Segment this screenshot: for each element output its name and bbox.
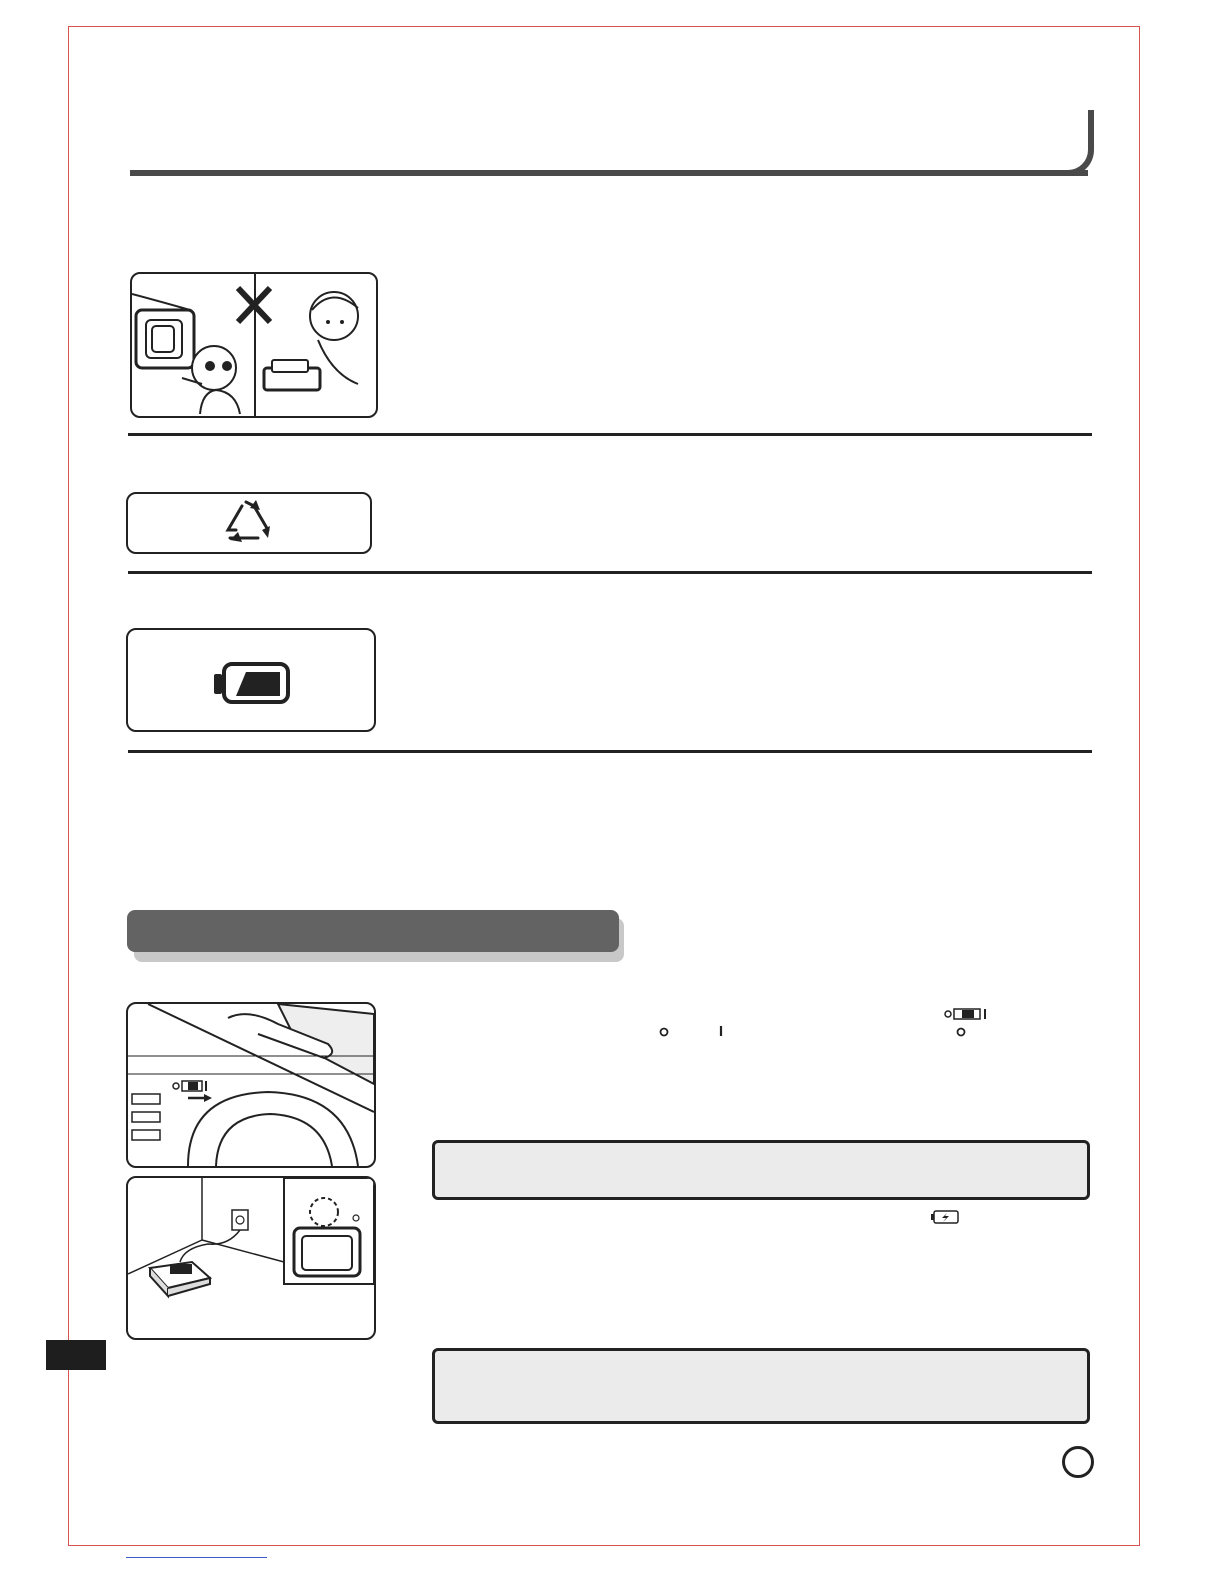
side-tab bbox=[46, 1340, 106, 1370]
charging-drawing bbox=[128, 1178, 374, 1338]
battery-charging-icon bbox=[930, 1209, 960, 1225]
page-number-circle bbox=[1062, 1446, 1094, 1478]
robot-switch-drawing bbox=[128, 1004, 374, 1166]
bar-icon bbox=[717, 1025, 725, 1037]
battery-full-icon bbox=[128, 630, 374, 730]
charging-illustration bbox=[126, 1176, 376, 1340]
power-switch-icon bbox=[942, 1007, 990, 1021]
section-header-bar bbox=[127, 910, 619, 952]
footer-link-underline[interactable] bbox=[126, 1557, 267, 1558]
wall-socket-icon bbox=[232, 1210, 248, 1230]
power-switch-icon bbox=[173, 1081, 212, 1102]
power-switch-illustration bbox=[126, 1002, 376, 1168]
header-corner bbox=[1030, 110, 1094, 176]
section-divider bbox=[128, 750, 1092, 753]
recycle-box bbox=[126, 492, 372, 554]
circle-icon bbox=[658, 1026, 670, 1038]
circle-icon bbox=[955, 1026, 967, 1038]
charger-icon bbox=[150, 1262, 210, 1296]
section-divider bbox=[128, 571, 1092, 574]
child-safety-illustration bbox=[130, 272, 378, 418]
recycle-icon bbox=[128, 494, 370, 552]
battery-box bbox=[126, 628, 376, 732]
note-box bbox=[432, 1348, 1090, 1424]
note-box bbox=[432, 1140, 1090, 1200]
header-rule bbox=[130, 170, 1088, 176]
child-and-robot-icon bbox=[132, 274, 376, 416]
section-divider bbox=[128, 433, 1092, 436]
